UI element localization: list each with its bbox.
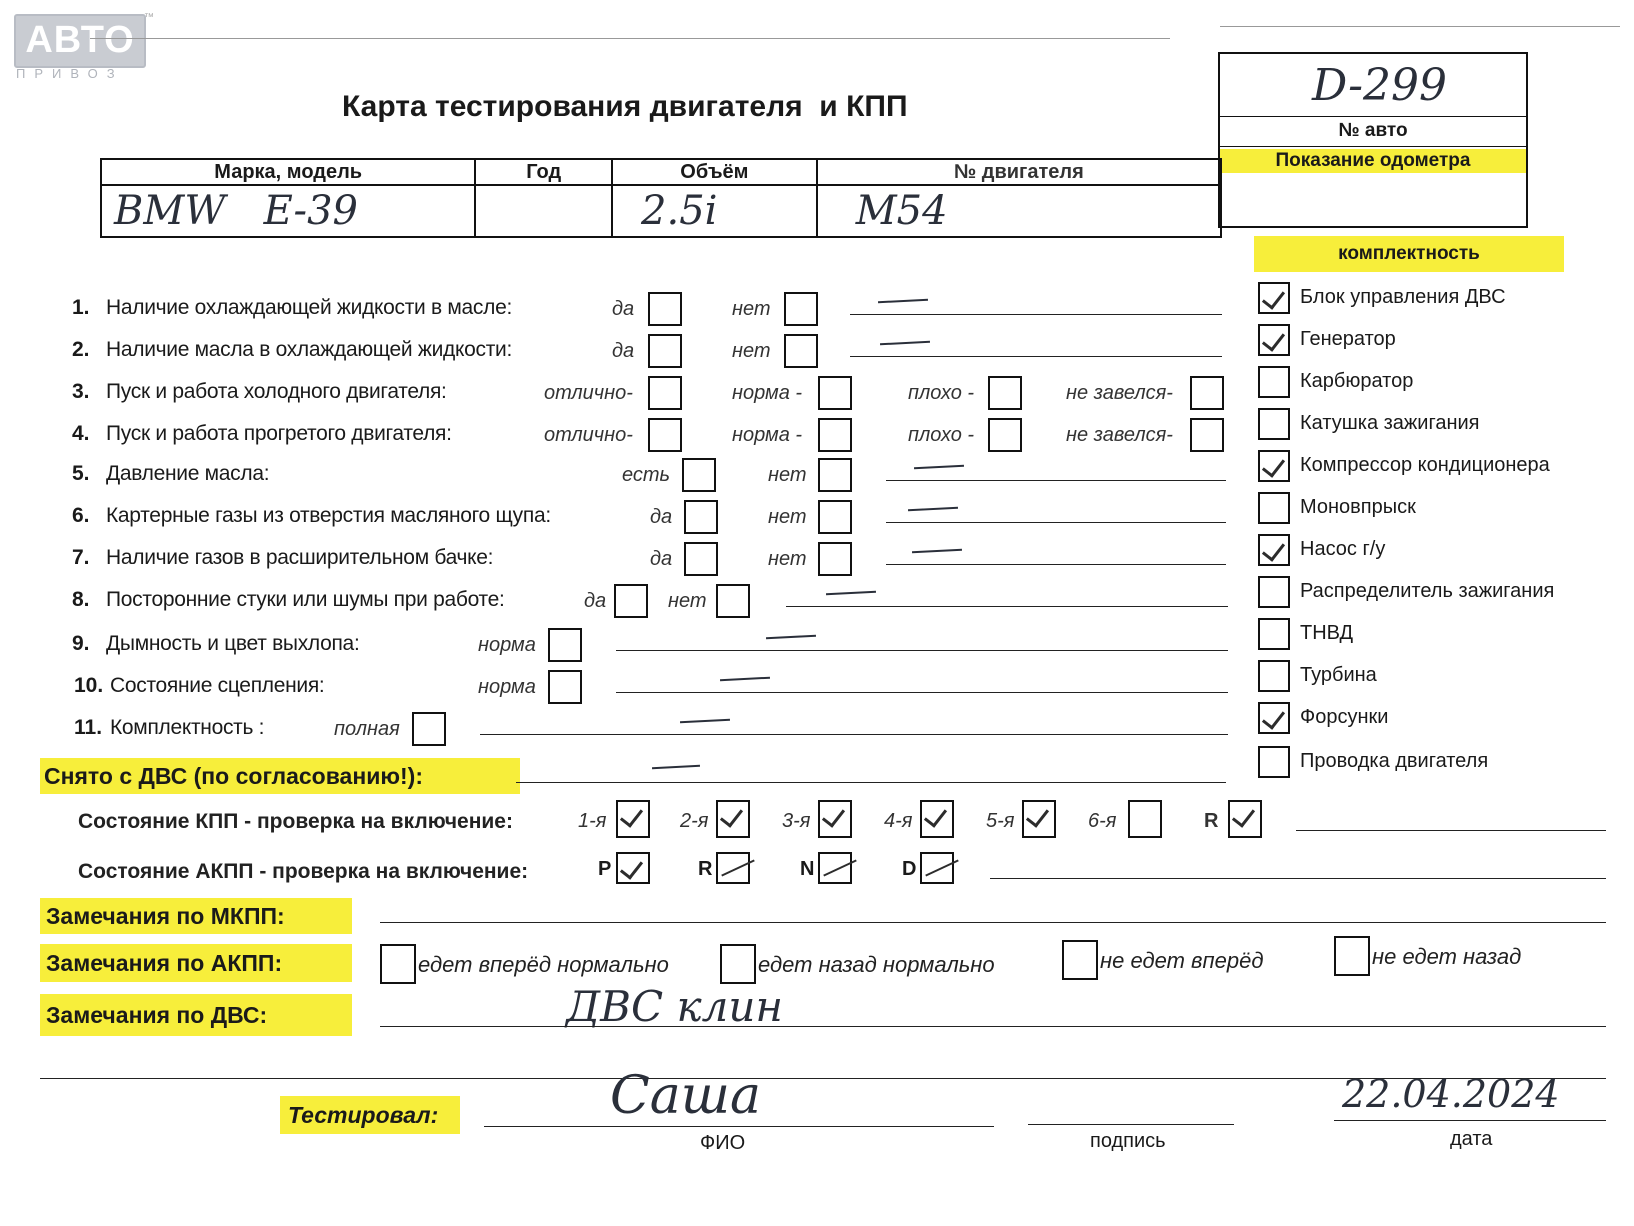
mkpp-gear-checkbox[interactable]	[818, 800, 852, 838]
question-answer-line	[616, 692, 1228, 693]
kit-checkbox[interactable]	[1258, 408, 1290, 440]
akpp-label: Состояние АКПП - проверка на включение:	[78, 860, 529, 883]
date-label: дата	[1450, 1128, 1493, 1150]
question-answer-line	[886, 522, 1226, 523]
mkpp-line	[1296, 830, 1606, 831]
question-option-checkbox[interactable]	[684, 542, 718, 576]
question-option-checkbox[interactable]	[548, 670, 582, 704]
akpp-mode-label: R	[698, 858, 713, 880]
question-option-label: нет	[768, 506, 807, 528]
remarks-engine-label: Замечания по ДВС:	[40, 994, 352, 1036]
remarks-mkpp-line	[380, 922, 1606, 923]
question-answer-dash	[912, 549, 962, 554]
akpp-line	[990, 878, 1606, 879]
kit-checkbox[interactable]	[1258, 660, 1290, 692]
akpp-mode-checkbox[interactable]	[920, 852, 954, 884]
question-option-label: плохо -	[908, 424, 975, 446]
val-engine-number: M54	[817, 185, 1221, 237]
page-title: Карта тестирования двигателя и КПП	[342, 90, 908, 123]
question-option-checkbox[interactable]	[614, 584, 648, 618]
question-option-label: не завелся-	[1066, 382, 1173, 404]
question-text: Наличие масла в охлаждающей жидкости:	[106, 338, 512, 361]
question-answer-dash	[680, 719, 730, 724]
kit-checkbox[interactable]	[1258, 576, 1290, 608]
kit-checkbox[interactable]	[1258, 492, 1290, 524]
question-number: 10.	[74, 674, 104, 697]
akpp-remark-checkbox[interactable]	[380, 944, 416, 984]
kit-item-label: Карбюратор	[1300, 370, 1414, 392]
question-option-label: да	[650, 548, 673, 570]
akpp-mode-label: D	[902, 858, 917, 880]
question-text: Состояние сцепления:	[110, 674, 325, 697]
kit-item-label: Компрессор кондиционера	[1300, 454, 1550, 476]
akpp-remark-checkbox[interactable]	[1062, 940, 1098, 980]
odometer-label: Показание одометра	[1220, 149, 1526, 173]
akpp-mode-label: P	[598, 858, 612, 880]
kit-item-label: ТНВД	[1300, 622, 1354, 644]
question-answer-line	[886, 564, 1226, 565]
kit-checkbox[interactable]	[1258, 618, 1290, 650]
kit-item-label: Катушка зажигания	[1300, 412, 1480, 434]
question-option-checkbox[interactable]	[818, 418, 852, 452]
tester-name: Саша	[610, 1066, 762, 1126]
question-option-checkbox[interactable]	[988, 418, 1022, 452]
question-number: 4.	[72, 422, 90, 445]
kit-item-label: Распределитель зажигания	[1300, 580, 1555, 602]
kit-item-label: Турбина	[1300, 664, 1377, 686]
top-rule-right	[1220, 26, 1620, 27]
question-option-checkbox[interactable]	[818, 458, 852, 492]
kit-checkbox[interactable]	[1258, 282, 1290, 314]
mkpp-gear-checkbox[interactable]	[1022, 800, 1056, 838]
question-answer-dash	[826, 591, 876, 596]
question-number: 7.	[72, 546, 90, 569]
question-option-checkbox[interactable]	[784, 334, 818, 368]
question-answer-line	[786, 606, 1228, 607]
question-option-label: норма	[478, 634, 536, 656]
removed-dash	[652, 765, 700, 770]
question-option-label: есть	[622, 464, 671, 486]
removed-line	[516, 782, 1226, 783]
question-option-label: нет	[768, 464, 807, 486]
question-text: Наличие газов в расширительном бачке:	[106, 546, 494, 569]
question-answer-line	[850, 314, 1222, 315]
akpp-remark-label: едет вперёд нормально	[418, 952, 669, 977]
question-option-checkbox[interactable]	[648, 334, 682, 368]
remarks-engine-value: ДВС клин	[566, 982, 784, 1031]
question-option-checkbox[interactable]	[412, 712, 446, 746]
signature-line	[1028, 1124, 1234, 1125]
question-option-checkbox[interactable]	[648, 418, 682, 452]
question-option-label: норма -	[732, 382, 803, 404]
date-value: 22.04.2024	[1342, 1072, 1560, 1116]
question-answer-dash	[766, 635, 816, 640]
mkpp-gear-checkbox[interactable]	[616, 800, 650, 838]
mkpp-gear-checkbox[interactable]	[920, 800, 954, 838]
akpp-mode-checkbox[interactable]	[616, 852, 650, 884]
question-answer-dash	[908, 507, 958, 512]
question-option-label: полная	[334, 718, 400, 740]
val-volume: 2.5i	[612, 185, 817, 237]
question-option-label: плохо -	[908, 382, 975, 404]
question-option-label: нет	[668, 590, 707, 612]
auto-number-label: № авто	[1338, 120, 1408, 141]
akpp-remark-label: не едет вперёд	[1100, 948, 1264, 973]
question-text: Давление масла:	[106, 462, 270, 485]
col-make-model: Марка, модель	[101, 159, 475, 185]
kit-item-label: Моновпрыск	[1300, 496, 1416, 518]
kit-title: комплектность	[1254, 236, 1564, 272]
question-number: 2.	[72, 338, 90, 361]
mkpp-gear-label: 4-я	[884, 810, 913, 832]
question-number: 8.	[72, 588, 90, 611]
signature-label: подпись	[1090, 1130, 1166, 1152]
val-year	[475, 185, 612, 237]
date-line	[1334, 1120, 1606, 1121]
mkpp-gear-label: R	[1204, 810, 1219, 832]
mkpp-gear-label: 5-я	[986, 810, 1015, 832]
kit-checkbox[interactable]	[1258, 746, 1290, 778]
remarks-akpp-label: Замечания по АКПП:	[40, 944, 352, 982]
mkpp-gear-label: 1-я	[578, 810, 607, 832]
remarks-mkpp-label: Замечания по МКПП:	[40, 898, 352, 934]
question-option-label: да	[584, 590, 607, 612]
mkpp-gear-checkbox[interactable]	[716, 800, 750, 838]
akpp-mode-checkbox[interactable]	[716, 852, 750, 884]
auto-number-box	[1218, 52, 1528, 228]
question-option-label: нет	[768, 548, 807, 570]
question-answer-line	[886, 480, 1226, 481]
question-text: Пуск и работа прогретого двигателя:	[106, 422, 452, 445]
akpp-mode-checkbox[interactable]	[818, 852, 852, 884]
question-answer-dash	[720, 677, 770, 682]
logo-text: АВТО	[25, 19, 135, 61]
question-option-checkbox[interactable]	[648, 292, 682, 326]
question-answer-dash	[880, 341, 930, 346]
question-text: Дымность и цвет выхлопа:	[106, 632, 360, 655]
question-option-checkbox[interactable]	[716, 584, 750, 618]
kit-item-label: Проводка двигателя	[1300, 750, 1489, 772]
logo-subtext: ПРИВОЗ	[16, 66, 124, 81]
question-option-label: отлично-	[544, 424, 633, 446]
question-text: Картерные газы из отверстия масляного щупа:	[106, 504, 551, 527]
kit-checkbox[interactable]	[1258, 450, 1290, 482]
question-option-label: да	[612, 298, 635, 320]
question-number: 9.	[72, 632, 90, 655]
question-option-checkbox[interactable]	[818, 542, 852, 576]
remarks-engine-line	[380, 1026, 1606, 1027]
question-number: 6.	[72, 504, 90, 527]
kit-checkbox[interactable]	[1258, 324, 1290, 356]
question-answer-dash	[878, 299, 928, 304]
question-text: Наличие охлаждающей жидкости в масле:	[106, 296, 512, 319]
mkpp-gear-label: 6-я	[1088, 810, 1117, 832]
question-text: Комплектность :	[110, 716, 265, 739]
vehicle-header-table	[100, 158, 1222, 238]
top-rule	[90, 38, 1170, 39]
kit-checkbox[interactable]	[1258, 702, 1290, 734]
akpp-remark-checkbox[interactable]	[720, 944, 756, 984]
question-option-label: нет	[732, 298, 771, 320]
akpp-remark-checkbox[interactable]	[1334, 936, 1370, 976]
kit-item-label: Насос г/у	[1300, 538, 1386, 560]
kit-item-label: Форсунки	[1300, 706, 1389, 728]
question-option-checkbox[interactable]	[988, 376, 1022, 410]
question-option-label: норма -	[732, 424, 803, 446]
question-answer-line	[850, 356, 1222, 357]
question-option-checkbox[interactable]	[548, 628, 582, 662]
col-year: Год	[475, 159, 612, 185]
question-option-label: не завелся-	[1066, 424, 1173, 446]
question-number: 3.	[72, 380, 90, 403]
question-answer-dash	[914, 465, 964, 470]
question-option-checkbox[interactable]	[818, 376, 852, 410]
question-option-label: отлично-	[544, 382, 633, 404]
question-option-label: да	[612, 340, 635, 362]
kit-item-label: Генератор	[1300, 328, 1396, 350]
removed-label: Снято с ДВС (по согласованию!):	[40, 758, 520, 794]
question-number: 11.	[74, 716, 103, 739]
fio-label: ФИО	[700, 1132, 746, 1154]
question-option-checkbox[interactable]	[682, 458, 716, 492]
col-engine-number: № двигателя	[817, 159, 1221, 185]
mkpp-gear-label: 3-я	[782, 810, 811, 832]
question-option-checkbox[interactable]	[784, 292, 818, 326]
question-number: 1.	[72, 296, 90, 319]
question-option-label: нет	[732, 340, 771, 362]
question-answer-line	[616, 650, 1228, 651]
question-option-checkbox[interactable]	[1190, 376, 1224, 410]
question-option-label: да	[650, 506, 673, 528]
kit-item-label: Блок управления ДВС	[1300, 286, 1506, 308]
question-text: Посторонние стуки или шумы при работе:	[106, 588, 505, 611]
question-option-checkbox[interactable]	[818, 500, 852, 534]
mkpp-label: Состояние КПП - проверка на включение:	[78, 810, 513, 833]
tested-label: Тестировал:	[280, 1096, 460, 1134]
question-text: Пуск и работа холодного двигателя:	[106, 380, 447, 403]
logo-tm: ™	[144, 12, 154, 23]
mkpp-gear-checkbox[interactable]	[1128, 800, 1162, 838]
kit-checkbox[interactable]	[1258, 534, 1290, 566]
fio-line	[484, 1126, 994, 1127]
mkpp-gear-label: 2-я	[680, 810, 709, 832]
question-option-label: норма	[478, 676, 536, 698]
logo	[14, 14, 146, 68]
akpp-remark-label: едет назад нормально	[758, 952, 995, 977]
kit-checkbox[interactable]	[1258, 366, 1290, 398]
question-option-checkbox[interactable]	[684, 500, 718, 534]
question-answer-line	[480, 734, 1228, 735]
auto-number-value: D-299	[1312, 60, 1447, 111]
question-number: 5.	[72, 462, 90, 485]
question-option-checkbox[interactable]	[1190, 418, 1224, 452]
akpp-remark-label: не едет назад	[1372, 944, 1522, 969]
akpp-mode-label: N	[800, 858, 815, 880]
col-volume: Объём	[612, 159, 817, 185]
question-option-checkbox[interactable]	[648, 376, 682, 410]
val-make-model: BMW E-39	[101, 185, 475, 237]
mkpp-gear-checkbox[interactable]	[1228, 800, 1262, 838]
